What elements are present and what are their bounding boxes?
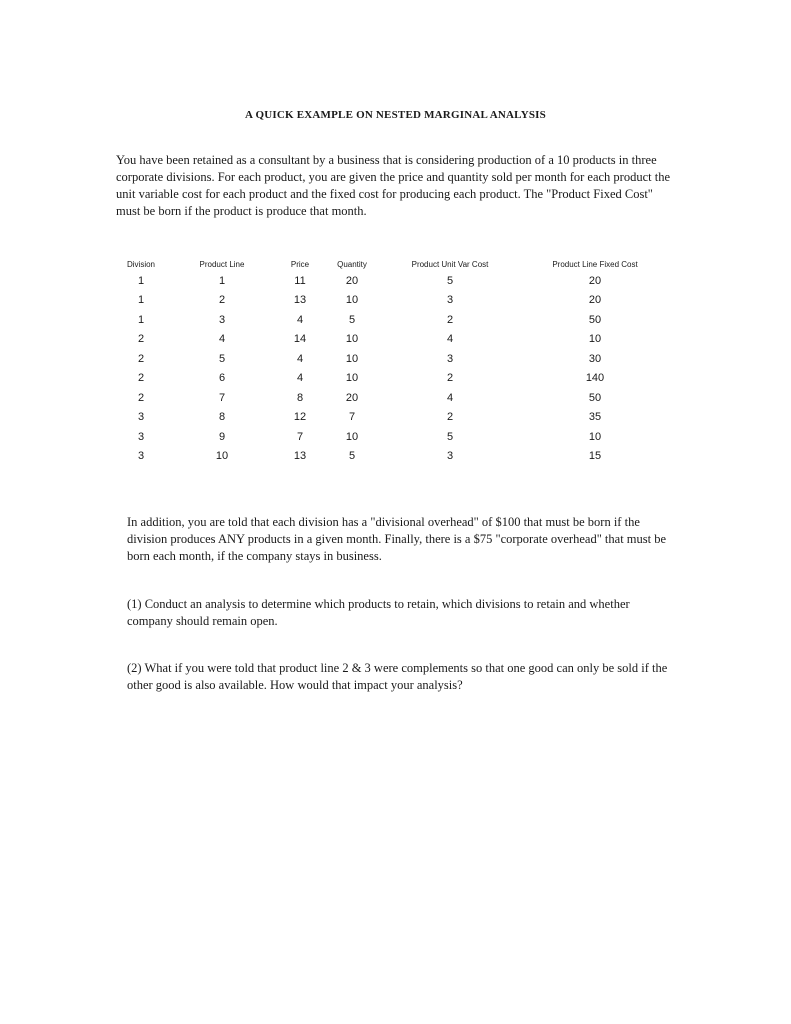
cell-product-line: 5	[218, 352, 226, 365]
cell-quantity: 5	[348, 450, 356, 463]
overhead-paragraph: In addition, you are told that each division has a "divisional overhead" of $100 that must be born if the division produces ANY products in a given month. Finally, there is a $75 "corporate overhead" that must be born each month, if the company stays in business.	[127, 515, 667, 563]
header-quantity: Quantity	[337, 259, 367, 269]
cell-price: 13	[293, 294, 307, 307]
cell-product-line: 4	[218, 333, 226, 346]
cell-price: 14	[293, 333, 307, 346]
cell-fixed-cost: 140	[585, 372, 605, 385]
cell-quantity: 5	[348, 313, 356, 326]
cell-product-line: 3	[218, 313, 226, 326]
cell-division: 2	[137, 391, 145, 404]
cell-division: 3	[137, 411, 145, 424]
cell-quantity: 20	[345, 274, 359, 287]
table-row	[116, 310, 672, 330]
table-row	[116, 388, 672, 408]
cell-division: 1	[137, 313, 145, 326]
cell-unit-var-cost: 4	[446, 333, 454, 346]
cell-fixed-cost: 50	[588, 391, 602, 404]
cell-price: 13	[293, 450, 307, 463]
cell-price: 11	[294, 274, 306, 287]
cell-division: 2	[137, 352, 145, 365]
cell-division: 1	[137, 294, 145, 307]
cell-price: 4	[296, 352, 304, 365]
cell-product-line: 2	[218, 294, 226, 307]
cell-price: 7	[296, 430, 304, 443]
cell-fixed-cost: 35	[588, 411, 602, 424]
table-row	[116, 427, 672, 447]
cell-division: 1	[137, 274, 145, 287]
intro-paragraph: You have been retained as a consultant by a business that is considering production of a 10 products in three corporate divisions. For each product, you are given the price and quantity sold per month for each product the unit variable cost for each product and the fixed cost for producing each product. The "Product Fixed Cost" must be born if the product is produce that month.	[116, 153, 670, 218]
question-2: (2) What if you were told that product line 2 & 3 were complements so that one good can only be sold if the other good is also available. How would that impact your analysis?	[127, 661, 668, 692]
cell-quantity: 7	[348, 411, 356, 424]
cell-quantity: 10	[345, 430, 359, 443]
cell-quantity: 10	[345, 352, 359, 365]
cell-price: 12	[293, 411, 307, 424]
cell-fixed-cost: 20	[588, 294, 602, 307]
cell-quantity: 20	[345, 391, 359, 404]
table-row	[116, 330, 672, 350]
cell-price: 8	[296, 391, 304, 404]
cell-division: 3	[137, 430, 145, 443]
cell-product-line: 10	[215, 450, 229, 463]
cell-unit-var-cost: 2	[446, 372, 454, 385]
header-fixed-cost: Product Line Fixed Cost	[552, 259, 638, 269]
header-unit-var-cost: Product Unit Var Cost	[411, 259, 489, 269]
cell-division: 3	[137, 450, 145, 463]
table-row	[116, 291, 672, 311]
table-row	[116, 408, 672, 428]
cell-division: 2	[137, 333, 145, 346]
cell-unit-var-cost: 4	[446, 391, 454, 404]
table-row	[116, 271, 672, 291]
cell-unit-var-cost: 3	[446, 352, 454, 365]
header-price: Price	[290, 259, 310, 269]
cell-fixed-cost: 30	[588, 352, 602, 365]
product-table	[116, 257, 672, 466]
table-row	[116, 447, 672, 467]
cell-product-line: 7	[218, 391, 226, 404]
cell-product-line: 9	[218, 430, 226, 443]
cell-product-line: 6	[218, 372, 226, 385]
cell-quantity: 10	[345, 294, 359, 307]
cell-unit-var-cost: 3	[446, 450, 454, 463]
cell-unit-var-cost: 5	[446, 274, 454, 287]
cell-price: 4	[296, 372, 304, 385]
cell-division: 2	[137, 372, 145, 385]
cell-unit-var-cost: 2	[446, 411, 454, 424]
cell-fixed-cost: 10	[588, 333, 602, 346]
header-division: Division	[126, 259, 155, 269]
cell-fixed-cost: 15	[588, 450, 602, 463]
question-1: (1) Conduct an analysis to determine which products to retain, which divisions to retain and whether company should remain open.	[127, 597, 630, 628]
cell-unit-var-cost: 3	[446, 294, 454, 307]
table-row	[116, 369, 672, 389]
cell-price: 4	[296, 313, 304, 326]
header-product-line: Product Line	[199, 259, 245, 269]
cell-unit-var-cost: 2	[446, 313, 454, 326]
cell-fixed-cost: 50	[588, 313, 602, 326]
cell-product-line: 8	[218, 411, 226, 424]
cell-fixed-cost: 10	[588, 430, 602, 443]
cell-unit-var-cost: 5	[446, 430, 454, 443]
table-header-row	[116, 257, 672, 271]
cell-fixed-cost: 20	[588, 274, 602, 287]
cell-product-line: 1	[218, 274, 226, 287]
document-title: A QUICK EXAMPLE ON NESTED MARGINAL ANALYSIS	[245, 109, 546, 121]
table-row	[116, 349, 672, 369]
cell-quantity: 10	[345, 333, 359, 346]
cell-quantity: 10	[345, 372, 359, 385]
